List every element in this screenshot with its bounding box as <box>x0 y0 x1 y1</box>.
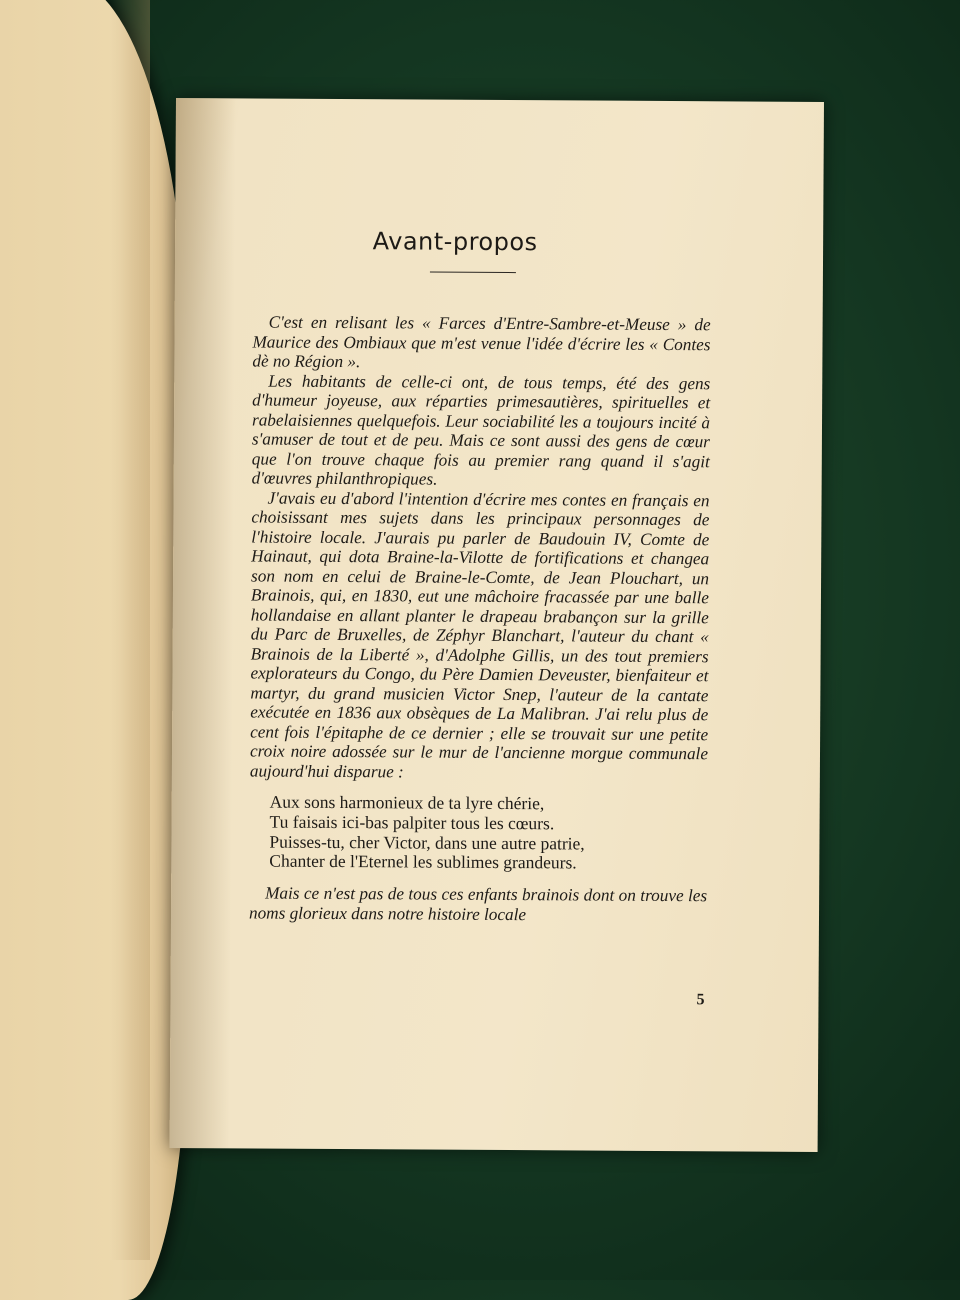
page-number: 5 <box>696 991 705 1009</box>
poem-line-4: Chanter de l'Eternel les sublimes grandeurs. <box>269 850 577 873</box>
poem-line-2: Tu faisais ici-bas palpiter tous les cœurs. <box>269 811 555 834</box>
paragraph-3: J'avais eu d'abord l'intention d'écrire mes contes en français en choisissant mes sujets dans les principaux personnages de l'histoire locale. J'aurais pu parler de Baudouin IV, Comte de Hainaut, qui dota Braine-la-Vilotte de fortifications et changea son nom en celui de Braine-le-Comte, de Jean Plouchart, un Brainois, qui, en 1830, eut une mâchoire fracassée par une balle hollandaise en allant planter le drapeau brabançon sur la grille du Parc de Bruxelles, de Zéphyr Blanchart, l'auteur du chant « Brainois de la Liberté », d'Adolphe Gillis, un des tout premiers explorateurs du Congo, du Père Damien Deveuster, bienfaiteur et martyr, du grand musicien Victor Snep, l'auteur de la cantate exécutée en 1836 aux obsèques de La Malibran. J'ai relu plus de cent fois l'épitaphe de ce dernier ; elle se trouvait sur une petite croix noire adossée sur le mur de l'ancienne morgue communale aujourd'hui disparue : <box>249 488 710 781</box>
title-rule <box>430 272 516 274</box>
closing-paragraph: Mais ce n'est pas de tous ces enfants brainois dont on trouve les noms glorieux dans notre histoire locale <box>248 883 708 924</box>
gutter-shadow <box>170 98 236 1148</box>
paragraph-1: C'est en relisant les « Farces d'Entre-Sambre-et-Meuse » de Maurice des Ombiaux que m'est venue l'idée d'écrire les « Contes dè no Région ». <box>252 312 711 372</box>
page-title: Avant-propos <box>372 227 538 257</box>
poem-line-3: Puisses-tu, cher Victor, dans une autre patrie, <box>269 831 585 854</box>
body-text <box>249 312 711 925</box>
left-page-edge <box>110 0 150 1260</box>
epitaph-poem <box>269 793 707 875</box>
right-page <box>170 98 824 1152</box>
paragraph-2: Les habitants de celle-ci ont, de tous temps, été des gens d'humeur joyeuse, aux réparties primesautières, spirituelles et rabelaisiennes quelquefois. Leur sociabilité les a toujours incité à s'amuser de tout et de peu. Mais ce sont aussi des gens de cœur que l'on trouve chaque fois au premier rang quand il s'agit d'œuvres philanthropiques. <box>251 371 711 489</box>
left-page <box>0 0 188 1300</box>
poem-line-1: Aux sons harmonieux de ta lyre chérie, <box>269 791 545 814</box>
